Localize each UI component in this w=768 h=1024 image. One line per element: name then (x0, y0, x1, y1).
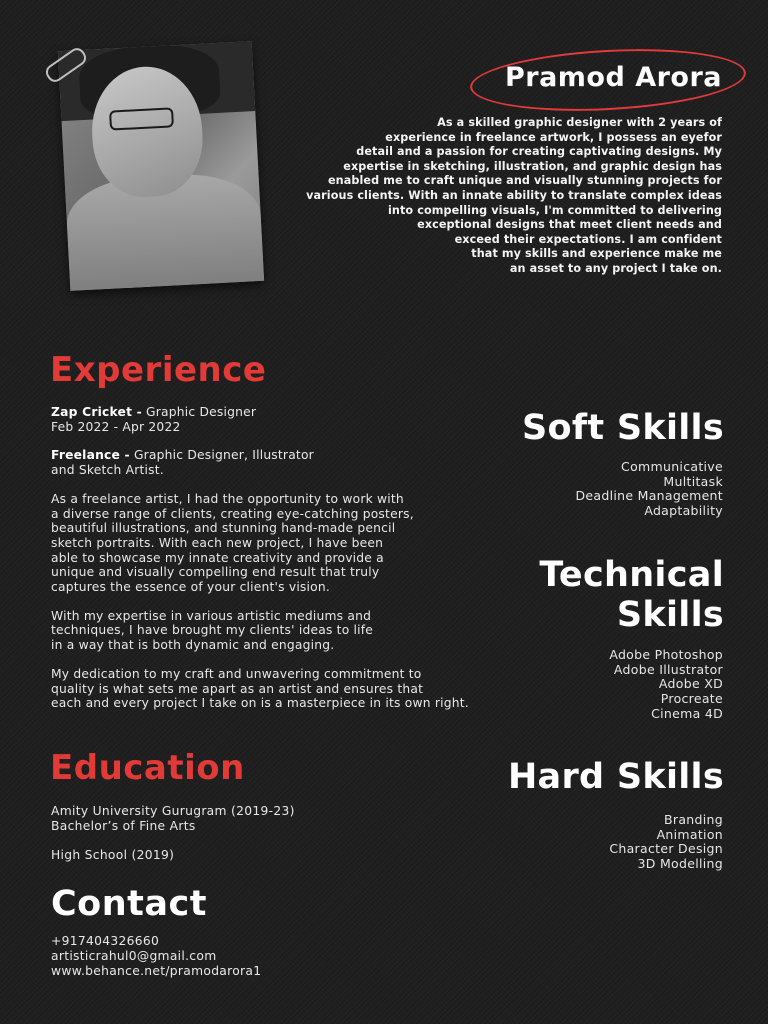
heading-line: Technical (539, 555, 724, 595)
paragraph-line: techniques, I have brought my clients' ideas to life (51, 623, 374, 638)
technical-skills-heading (539, 555, 724, 635)
bio-line: experience in freelance artwork, I possess an eyefor (385, 130, 722, 144)
bio-paragraph (270, 116, 722, 277)
bio-line: expertise in sketching, illustration, and graphic design has (343, 159, 722, 173)
page-title: Pramod Arora (504, 62, 722, 93)
list-item: Character Design (609, 841, 723, 857)
paragraph-line: With my expertise in various artistic mediums and (51, 608, 372, 623)
bio-line: enabled me to craft unique and visually stunning projects for (327, 174, 722, 188)
paragraph-line: quality is what sets me apart as an artist and ensures that (51, 681, 424, 696)
soft-skills-list (576, 460, 724, 519)
paragraph-line: As a freelance artist, I had the opportunity to work with (51, 491, 404, 506)
list-item: Adaptability (644, 503, 723, 519)
bio-line: exceptional designs that meet client needs and (417, 218, 722, 232)
contact-phone: +917404326660 (51, 934, 160, 948)
list-item: 3D Modelling (637, 856, 723, 872)
contact-section (51, 934, 261, 978)
education-university: Amity University Gurugram (2019-23) (51, 804, 295, 818)
list-item: Communicative (621, 459, 723, 474)
job-company: Freelance - (51, 448, 130, 463)
heading-line: Skills (616, 595, 724, 635)
contact-email: artisticrahul0@gmail.com (51, 948, 217, 963)
contact-heading: Contact (51, 884, 207, 924)
education-heading: Education (50, 748, 245, 788)
experience-heading: Experience (50, 350, 267, 390)
paragraph-line: beautiful illustrations, and stunning hand-made pencil (51, 521, 396, 536)
job-dates: Feb 2022 - Apr 2022 (51, 419, 181, 434)
experience-paragraph (51, 609, 521, 653)
job-role: Graphic Designer, Illustrator (129, 448, 314, 463)
bio-line: that my skills and experience make me (471, 247, 722, 261)
soft-skills-heading: Soft Skills (521, 408, 724, 448)
paragraph-line: My dedication to my craft and unwavering commitment to (51, 666, 422, 681)
bio-line: an asset to any project I take on. (509, 261, 722, 275)
hard-skills-list (609, 813, 723, 872)
job-role: Graphic Designer (141, 405, 257, 419)
list-item: Adobe XD (658, 676, 723, 692)
paragraph-line: unique and visually compelling end result that truly (51, 565, 380, 580)
bio-line: various clients. With an innate ability to translate complex ideas (306, 188, 722, 202)
education-school: High School (2019) (51, 848, 175, 862)
list-item: Cinema 4D (651, 705, 723, 721)
technical-skills-list (609, 648, 723, 722)
paragraph-line: each and every project I take on is a masterpiece in its own right. (51, 696, 469, 711)
profile-photo (58, 41, 264, 291)
job-entry (51, 448, 521, 477)
paragraph-line: a diverse range of clients, creating eye-catching posters, (51, 506, 414, 521)
list-item: Adobe Illustrator (613, 661, 723, 677)
job-company: Zap Cricket - (51, 405, 142, 419)
bio-line: exceed their expectations. I am confident (454, 232, 722, 246)
bio-line: As a skilled graphic designer with 2 years of (437, 116, 722, 129)
paragraph-line: captures the essence of your client's vision. (51, 580, 330, 595)
list-item: Branding (664, 812, 723, 827)
experience-section (51, 405, 521, 725)
education-degree: Bachelor’s of Fine Arts (51, 819, 196, 833)
paragraph-line: in a way that is both dynamic and engaging. (51, 638, 335, 653)
list-item: Animation (656, 826, 723, 842)
contact-website: www.behance.net/pramodarora1 (51, 963, 262, 978)
list-item: Procreate (660, 691, 723, 707)
list-item: Adobe Photoshop (609, 647, 723, 662)
list-item: Deadline Management (575, 488, 723, 504)
experience-paragraph (51, 667, 521, 711)
list-item: Multitask (663, 473, 723, 489)
job-entry (51, 405, 521, 434)
bio-line: into compelling visuals, I'm committed to delivering (387, 203, 722, 217)
bio-line: detail and a passion for creating captivating designs. My (356, 145, 722, 159)
paragraph-line: able to showcase my innate creativity and provide a (51, 550, 384, 565)
hard-skills-heading: Hard Skills (507, 757, 724, 797)
education-section (51, 804, 411, 863)
job-role-continued: and Sketch Artist. (51, 463, 164, 478)
paragraph-line: sketch portraits. With each new project, I have been (51, 535, 384, 550)
experience-paragraph (51, 492, 521, 595)
